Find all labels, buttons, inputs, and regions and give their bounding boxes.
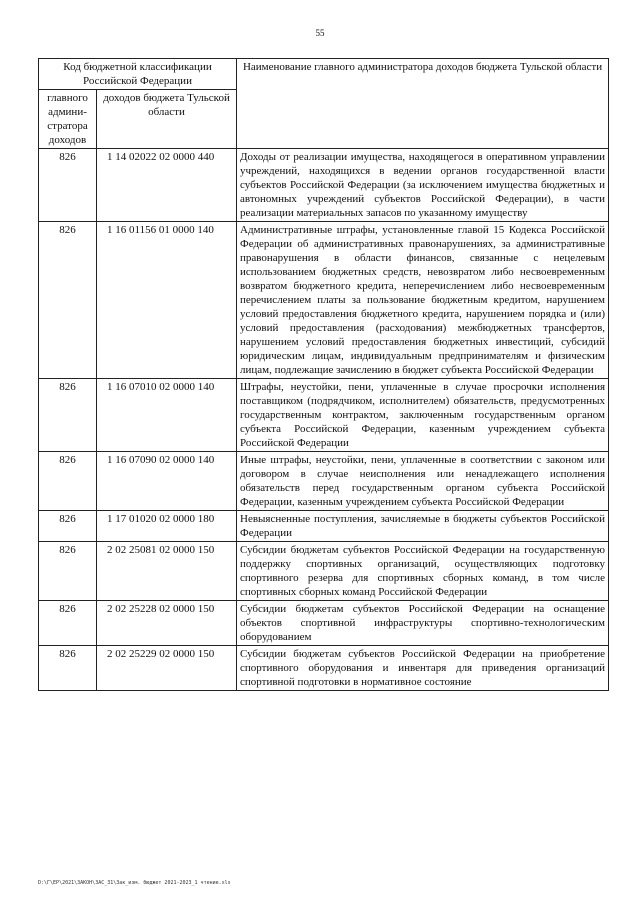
footer-file-path: D:\Г\ЕР\2021\ЗАКОН\ЗАС_31\Зак_изм. бюджет 2021-2023_1 чтение.xls	[38, 880, 231, 886]
income-name-cell: Субсидии бюджетам субъектов Российской Федерации на государственную поддержку спортивных организаций, осуществляющих подготовку спортивного резерва для спортивных сборных команд, в том числе спортивных сборных команд Российской Федерации	[237, 542, 609, 601]
income-code-cell: 1 17 01020 02 0000 180	[97, 511, 237, 542]
admin-code-cell: 826	[39, 511, 97, 542]
income-name-cell: Иные штрафы, неустойки, пени, уплаченные в соответствии с законом или договором в случае неисполнения или ненадлежащего исполнения обязательств перед государственным органом субъекта Российской Федерации, казенным учреждением субъекта Российской Федерации	[237, 452, 609, 511]
table-row	[39, 149, 609, 222]
admin-code-cell: 826	[39, 542, 97, 601]
income-code-cell: 1 16 07010 02 0000 140	[97, 379, 237, 452]
admin-code-cell: 826	[39, 646, 97, 691]
admin-code-cell: 826	[39, 452, 97, 511]
income-code-cell: 1 16 01156 01 0000 140	[97, 222, 237, 379]
income-code-cell: 1 14 02022 02 0000 440	[97, 149, 237, 222]
header-admin-col: главного админи- стратора доходов	[39, 90, 97, 149]
income-name-cell: Штрафы, неустойки, пени, уплаченные в случае просрочки исполнения поставщиком (подрядчиком, исполнителем) обязательств, предусмотренных государственным контрактом, заключенным государственным органом субъекта Российской Федерации, казенным учреждением субъекта Российской Федерации	[237, 379, 609, 452]
table-row	[39, 601, 609, 646]
income-name-cell: Субсидии бюджетам субъектов Российской Федерации на приобретение спортивного оборудования и инвентаря для приведения организаций спортивной подготовки в нормативное состояние	[237, 646, 609, 691]
income-code-cell: 2 02 25081 02 0000 150	[97, 542, 237, 601]
table-row	[39, 452, 609, 511]
header-code-group: Код бюджетной классификации Российской Федерации	[39, 59, 237, 90]
budget-codes-table	[38, 58, 609, 691]
income-name-cell: Невыясненные поступления, зачисляемые в бюджеты субъектов Российской Федерации	[237, 511, 609, 542]
table-row	[39, 222, 609, 379]
admin-code-cell: 826	[39, 149, 97, 222]
table-row	[39, 646, 609, 691]
admin-code-cell: 826	[39, 601, 97, 646]
income-code-cell: 2 02 25228 02 0000 150	[97, 601, 237, 646]
admin-code-cell: 826	[39, 222, 97, 379]
income-name-cell: Доходы от реализации имущества, находящегося в оперативном управлении учреждений, находящихся в ведении органов государственной власти субъектов Российской Федерации (за исключением имущества бюджетных и автономных учреждений субъектов Российской Федерации), в части реализации материальных запасов по указанному имуществу	[237, 149, 609, 222]
table-row	[39, 379, 609, 452]
income-name-cell: Административные штрафы, установленные главой 15 Кодекса Российской Федерации об административных правонарушениях, за административные правонарушения в области финансов, связанные с нецелевым использованием бюджетных средств, невозвратом либо несвоевременным возвратом бюджетного кредита, неперечислением либо несвоевременным перечислением платы за пользование бюджетным кредитом, нарушением условий предоставления бюджетного кредита, нарушением порядка и (или) условий предоставления (расходования) межбюджетных трансфертов, нарушением условий предоставления бюджетных инвестиций, субсидий юридическим лицам, индивидуальным предпринимателям и физическим лицам, подлежащие зачислению в бюджет субъекта Российской Федерации	[237, 222, 609, 379]
page-number: 55	[315, 28, 325, 38]
table-row	[39, 542, 609, 601]
income-name-cell: Субсидии бюджетам субъектов Российской Федерации на оснащение объектов спортивной инфраструктуры спортивно-технологическим оборудованием	[237, 601, 609, 646]
income-code-cell: 2 02 25229 02 0000 150	[97, 646, 237, 691]
table-row	[39, 511, 609, 542]
income-code-cell: 1 16 07090 02 0000 140	[97, 452, 237, 511]
admin-code-cell: 826	[39, 379, 97, 452]
header-name-col: Наименование главного администратора доходов бюджета Тульской области	[237, 59, 609, 149]
header-income-col: доходов бюджета Тульской области	[97, 90, 237, 149]
